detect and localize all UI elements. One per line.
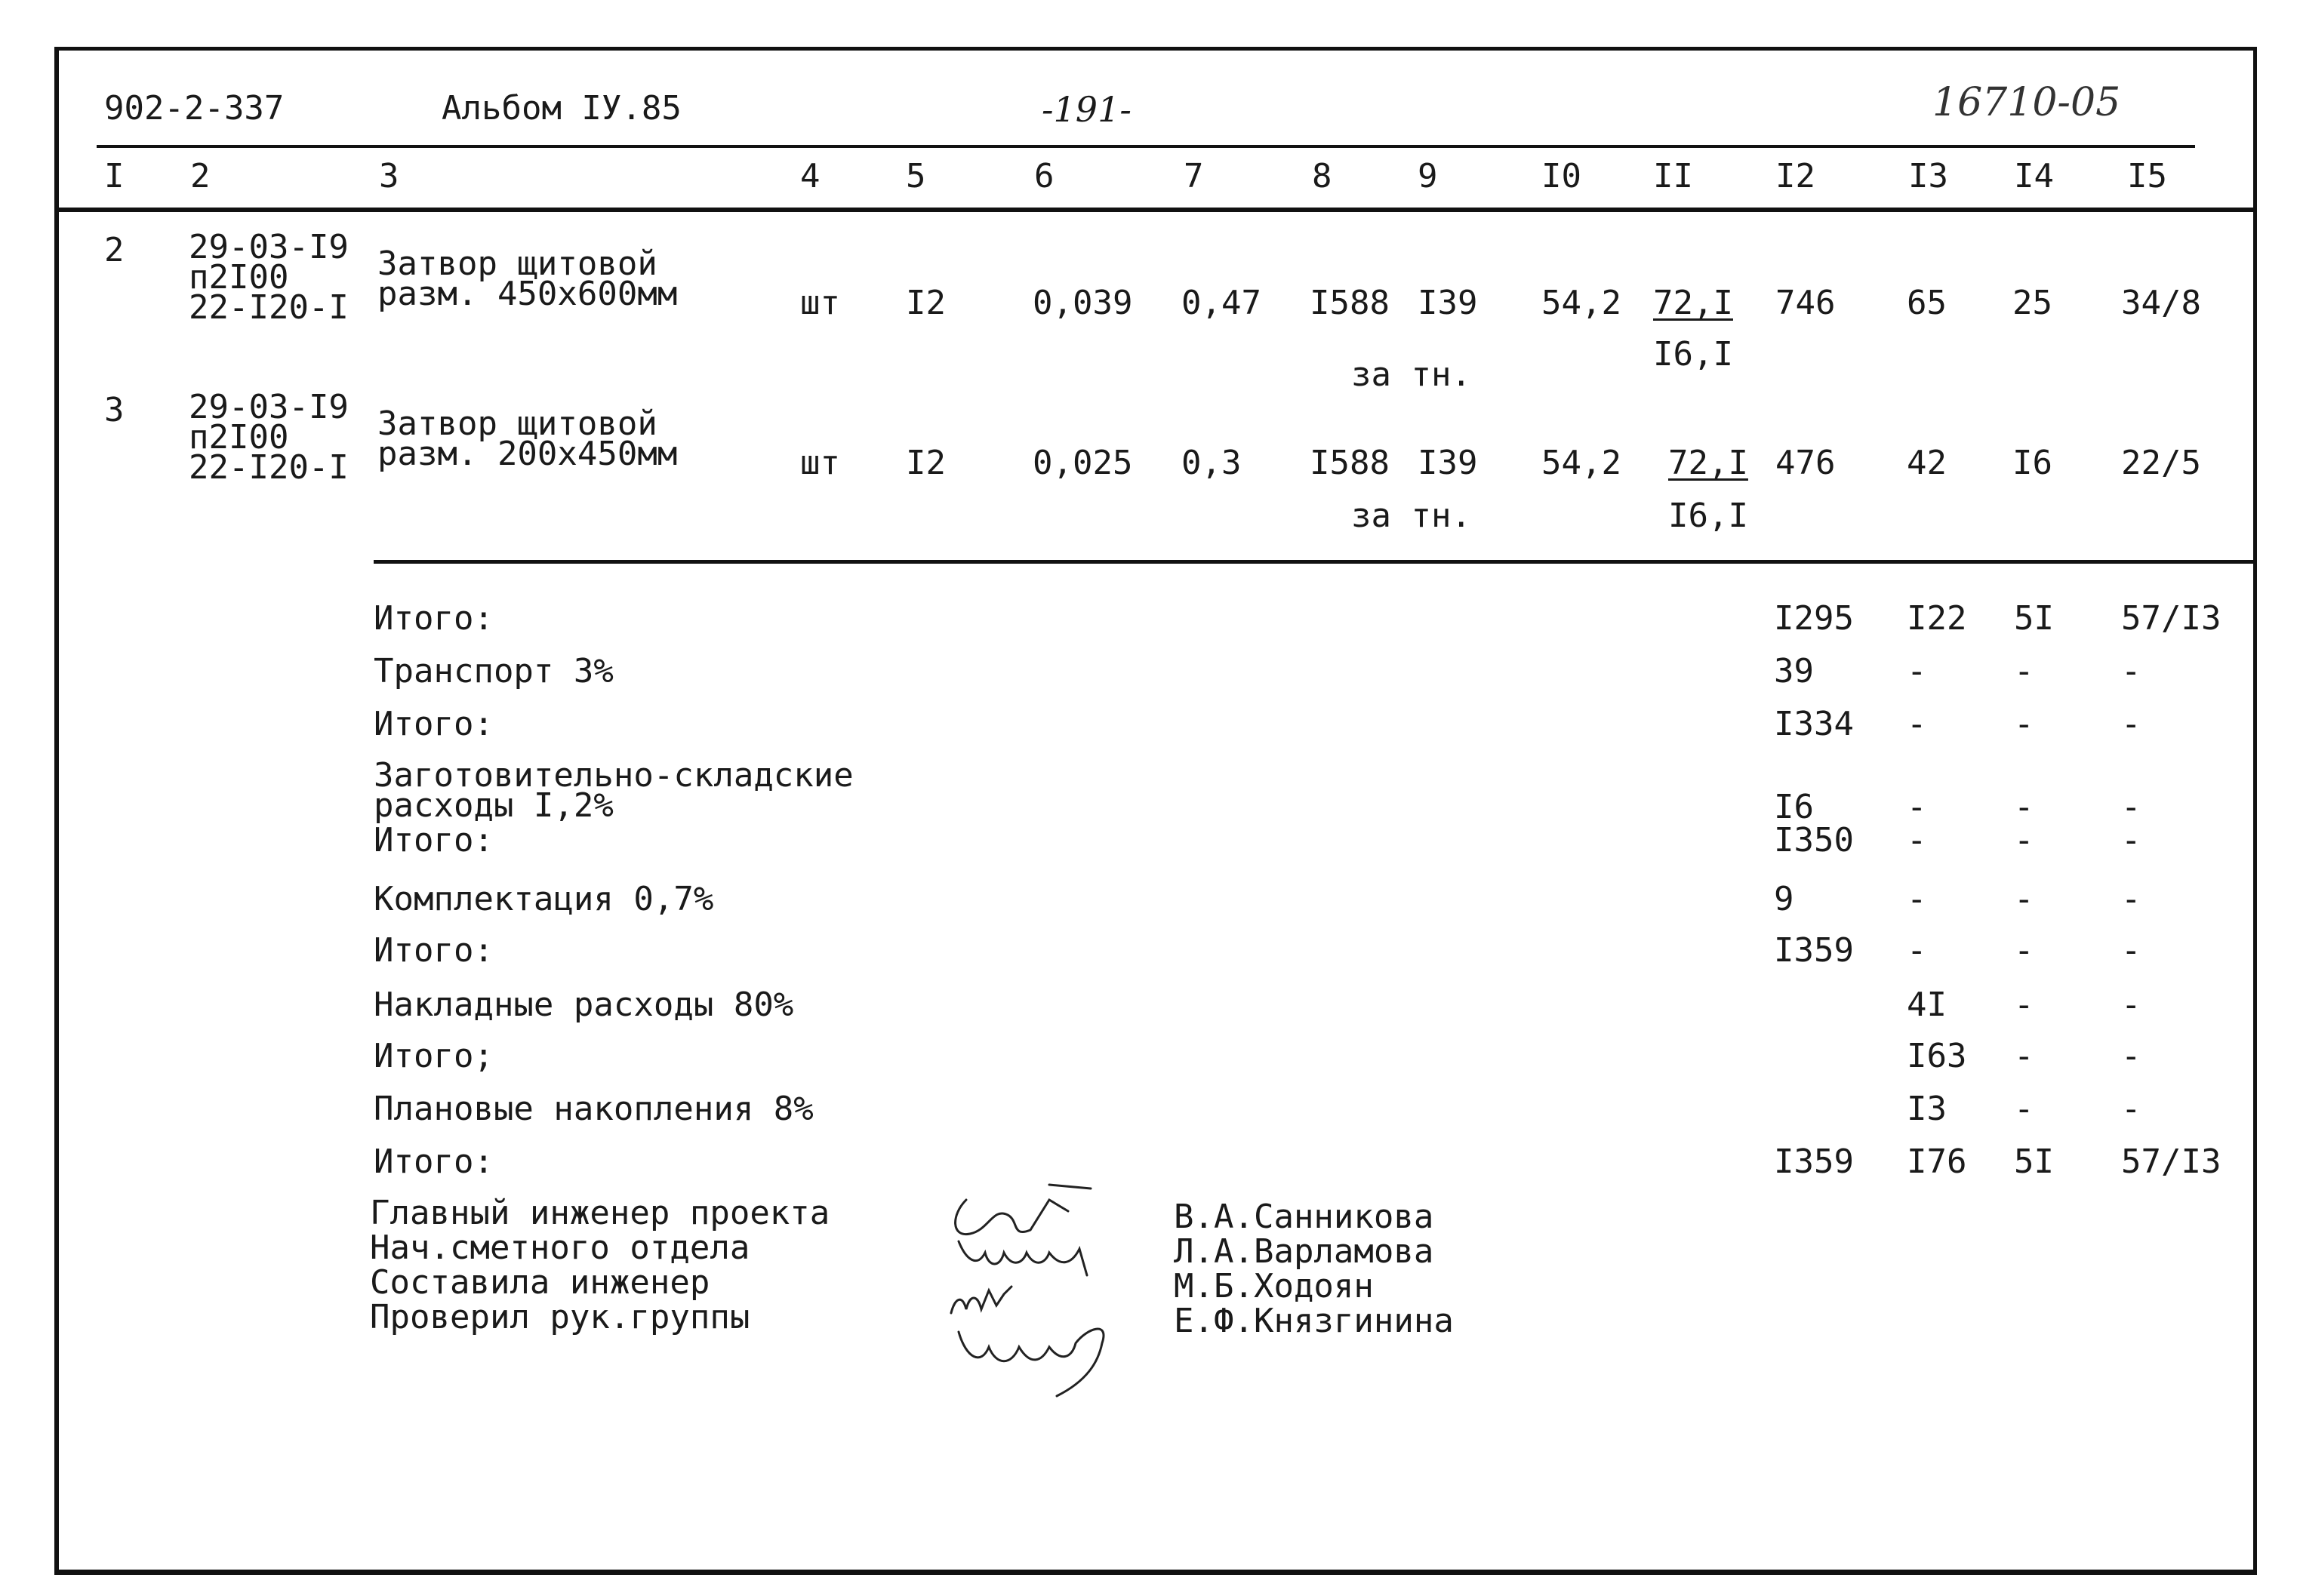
- row-col13: 42: [1907, 444, 1947, 482]
- row-name: Затвор щитовой разм. 450x600мм: [377, 244, 678, 313]
- row-qty: I2: [906, 284, 946, 322]
- summary-col15: -: [2121, 788, 2141, 826]
- row-col9: I39: [1418, 284, 1478, 322]
- col-11: II: [1653, 157, 1693, 195]
- signature-name: Л.А.Варламова: [1174, 1232, 1434, 1271]
- album-label: Альбом IУ.85: [442, 89, 682, 128]
- handwritten-signatures: [936, 1155, 1193, 1404]
- row-col9-note: за тн.: [1351, 497, 1471, 535]
- col-4: 4: [800, 157, 821, 195]
- summary-col15: -: [2121, 652, 2141, 690]
- row-col6: 0,039: [1033, 284, 1133, 322]
- row-col6: 0,025: [1033, 444, 1133, 482]
- summary-label: Заготовительно-складские расходы I,2%: [374, 756, 854, 825]
- row-col15: 34/8: [2121, 284, 2201, 322]
- summary-label: Плановые накопления 8%: [374, 1090, 814, 1128]
- row-unit: шт: [800, 284, 840, 322]
- summary-col15: 57/I3: [2121, 599, 2221, 638]
- row-col11-top: 72,I: [1653, 284, 1733, 322]
- row-col11-top: 72,I: [1668, 444, 1748, 482]
- col-6: 6: [1034, 157, 1055, 195]
- summary-col12: 9: [1774, 880, 1794, 918]
- col-9: 9: [1418, 157, 1438, 195]
- row-col11-bottom: I6,I: [1668, 497, 1748, 535]
- col-8: 8: [1312, 157, 1332, 195]
- summary-col14: 5I: [2014, 1142, 2054, 1181]
- summary-col15: 57/I3: [2121, 1142, 2221, 1181]
- col-12: I2: [1775, 157, 1815, 195]
- summary-divider: [374, 560, 2257, 564]
- col-13: I3: [1908, 157, 1948, 195]
- summary-col14: -: [2014, 1037, 2034, 1075]
- row-col7: 0,3: [1181, 444, 1242, 482]
- summary-col15: -: [2121, 931, 2141, 970]
- summary-col12: I350: [1774, 821, 1854, 860]
- summary-col15: -: [2121, 986, 2141, 1024]
- row-col9: I39: [1418, 444, 1478, 482]
- row-col8: I588: [1310, 284, 1390, 322]
- summary-col14: -: [2014, 1090, 2034, 1128]
- summary-col13: -: [1907, 821, 1927, 860]
- summary-col14: -: [2014, 986, 2034, 1024]
- row-col9-note: за тн.: [1351, 355, 1471, 394]
- summary-col12: I359: [1774, 931, 1854, 970]
- summary-col13: -: [1907, 788, 1927, 826]
- summary-col13: I22: [1907, 599, 1967, 638]
- summary-col13: I63: [1907, 1037, 1967, 1075]
- summary-col14: -: [2014, 652, 2034, 690]
- summary-col14: -: [2014, 880, 2034, 918]
- summary-col13: -: [1907, 880, 1927, 918]
- row-code: 29-03-I9 п2I00 22-I20-I: [189, 388, 349, 487]
- row-col12: 476: [1775, 444, 1836, 482]
- row-name: Затвор щитовой разм. 200x450мм: [377, 404, 678, 473]
- row-number: 3: [104, 391, 125, 429]
- project-code: 902-2-337: [104, 89, 285, 128]
- summary-col15: -: [2121, 880, 2141, 918]
- summary-col12: I334: [1774, 705, 1854, 743]
- signature-role: Проверил рук.группы: [370, 1298, 750, 1336]
- summary-col15: -: [2121, 705, 2141, 743]
- row-col13: 65: [1907, 284, 1947, 322]
- page-number: -191-: [1042, 89, 1132, 130]
- signature-name: В.А.Санникова: [1174, 1198, 1434, 1236]
- signature-roles: [370, 1196, 830, 1335]
- col-5: 5: [906, 157, 926, 195]
- summary-col14: -: [2014, 931, 2034, 970]
- col-3: 3: [379, 157, 399, 195]
- row-number: 2: [104, 231, 125, 269]
- signature-names: [1174, 1200, 1454, 1339]
- signature-name: М.Б.Ходоян: [1174, 1267, 1374, 1305]
- summary-label: Итого:: [374, 821, 494, 860]
- summary-col14: -: [2014, 821, 2034, 860]
- header-divider: [97, 145, 2195, 148]
- summary-label: Итого:: [374, 1142, 494, 1181]
- summary-col14: -: [2014, 705, 2034, 743]
- signature-role: Главный инженер проекта: [370, 1194, 830, 1232]
- summary-col14: 5I: [2014, 599, 2054, 638]
- doc-number: 16710-05: [1932, 80, 2121, 125]
- row-col10: 54,2: [1541, 284, 1621, 322]
- summary-label: Итого:: [374, 931, 494, 970]
- col-1: I: [104, 157, 125, 195]
- summary-col13: -: [1907, 931, 1927, 970]
- summary-col13: I76: [1907, 1142, 1967, 1181]
- row-col11-bottom: I6,I: [1653, 335, 1733, 374]
- col-14: I4: [2014, 157, 2054, 195]
- row-code: 29-03-I9 п2I00 22-I20-I: [189, 228, 349, 327]
- row-col14: I6: [2012, 444, 2052, 482]
- row-qty: I2: [906, 444, 946, 482]
- row-col10: 54,2: [1541, 444, 1621, 482]
- summary-col14: -: [2014, 788, 2034, 826]
- col-15: I5: [2127, 157, 2167, 195]
- row-col14: 25: [2012, 284, 2052, 322]
- summary-label: Итого:: [374, 705, 494, 743]
- summary-col12: 39: [1774, 652, 1814, 690]
- summary-col13: -: [1907, 652, 1927, 690]
- col-10: I0: [1541, 157, 1581, 195]
- summary-col13: 4I: [1907, 986, 1947, 1024]
- summary-col15: -: [2121, 821, 2141, 860]
- summary-label: Итого:: [374, 599, 494, 638]
- row-unit: шт: [800, 444, 840, 482]
- signature-role: Составила инженер: [370, 1263, 710, 1302]
- row-col12: 746: [1775, 284, 1836, 322]
- summary-label: Комплектация 0,7%: [374, 880, 714, 918]
- summary-col13: I3: [1907, 1090, 1947, 1128]
- signature-role: Нач.сметного отдела: [370, 1229, 750, 1267]
- row-col15: 22/5: [2121, 444, 2201, 482]
- summary-col12: I359: [1774, 1142, 1854, 1181]
- summary-col12: I6: [1774, 788, 1814, 826]
- summary-col15: -: [2121, 1037, 2141, 1075]
- summary-col13: -: [1907, 705, 1927, 743]
- column-header-divider: [59, 208, 2257, 212]
- summary-col12: I295: [1774, 599, 1854, 638]
- signature-name: Е.Ф.Князгинина: [1174, 1302, 1454, 1340]
- col-2: 2: [190, 157, 211, 195]
- row-col7: 0,47: [1181, 284, 1261, 322]
- col-7: 7: [1184, 157, 1204, 195]
- summary-col15: -: [2121, 1090, 2141, 1128]
- summary-label: Итого;: [374, 1037, 494, 1075]
- summary-label: Транспорт 3%: [374, 652, 614, 690]
- summary-label: Накладные расходы 80%: [374, 986, 794, 1024]
- row-col8: I588: [1310, 444, 1390, 482]
